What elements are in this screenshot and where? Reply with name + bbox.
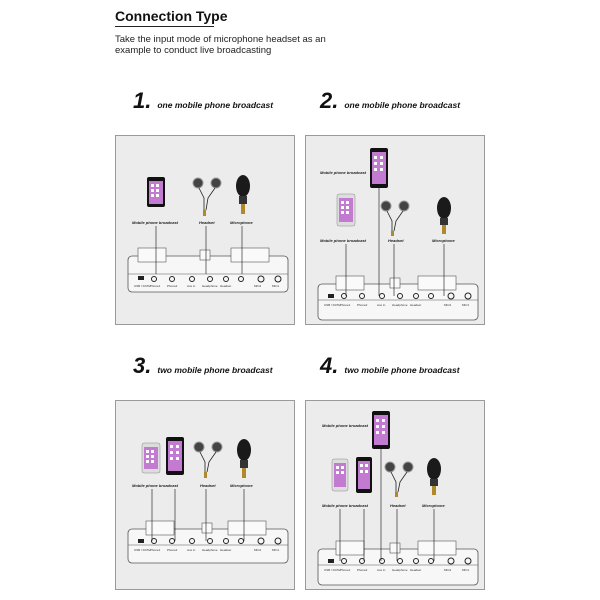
heading-4-text: two mobile phone broadcast — [344, 365, 460, 375]
port-label: Headphone — [202, 284, 218, 288]
page-title: Connection Type — [115, 8, 228, 24]
heading-3 — [133, 353, 273, 379]
microphone-icon — [236, 175, 250, 214]
port-label: Phone1 — [150, 548, 161, 552]
port-label: Headphone — [392, 303, 408, 307]
port-label: Headset — [410, 568, 422, 572]
smartphone-icon — [166, 437, 184, 475]
description: Take the input mode of microphone headset as an example to conduct live broadcasting — [115, 34, 326, 56]
microphone-icon — [427, 458, 441, 495]
panel-4 — [305, 400, 485, 590]
port-label: Phone1 — [340, 568, 351, 572]
port-label: Aux in — [377, 568, 386, 572]
port-label: MIC2 — [254, 284, 262, 288]
sound-card-icon — [128, 248, 288, 292]
label-phone-top: Mobile phone broadcast — [322, 423, 369, 428]
port-label: Headset — [410, 303, 422, 307]
heading-4 — [320, 353, 460, 379]
label-mic: Microphone — [422, 503, 445, 508]
heading-1-number: 1. — [133, 88, 152, 113]
port-label: Phone2 — [357, 303, 368, 307]
port-label: Phone2 — [357, 568, 368, 572]
panel-1 — [115, 135, 295, 325]
label-phone: Mobile phone broadcast — [132, 483, 179, 488]
label-phone: Mobile phone broadcast — [320, 238, 367, 243]
earphone-icon — [381, 201, 409, 236]
heading-1 — [133, 88, 273, 114]
panel-3 — [115, 400, 295, 590]
smartphone-icon — [356, 457, 372, 493]
sound-card-icon — [318, 541, 478, 585]
label-phone-top: Mobile phone broadcast — [320, 170, 367, 175]
port-label: MIC1 — [272, 284, 280, 288]
port-label: MIC2 — [254, 548, 262, 552]
smartphone-icon — [337, 194, 355, 226]
label-headset: Headset — [390, 503, 406, 508]
port-label: MIC1 — [462, 568, 470, 572]
heading-2-text: one mobile phone broadcast — [344, 100, 461, 110]
panel-2 — [305, 135, 485, 325]
label-phone: Mobile phone broadcast — [132, 220, 179, 225]
port-label: USB / DC5V — [134, 284, 151, 288]
port-label: Phone1 — [150, 284, 161, 288]
port-label: Headset — [220, 284, 232, 288]
earphone-icon — [193, 178, 221, 216]
label-mic: Microphone — [230, 483, 253, 488]
smartphone-icon — [370, 148, 388, 188]
port-label: USB / DC5V — [324, 568, 341, 572]
sound-card-icon — [318, 276, 478, 320]
port-label: Phone1 — [340, 303, 351, 307]
port-label: MIC2 — [444, 303, 452, 307]
microphone-icon — [437, 197, 451, 234]
port-label: USB / DC5V — [324, 303, 341, 307]
label-phone: Mobile phone broadcast — [322, 503, 369, 508]
port-label: Headphone — [202, 548, 218, 552]
port-label: Aux in — [377, 303, 386, 307]
smartphone-icon — [147, 177, 165, 207]
port-label: Phone2 — [167, 548, 178, 552]
label-headset: Headset — [388, 238, 404, 243]
label-headset: Headset — [200, 483, 216, 488]
smartphone-icon — [372, 411, 390, 449]
port-label: MIC1 — [462, 303, 470, 307]
heading-4-number: 4. — [320, 353, 339, 378]
heading-2 — [320, 88, 460, 114]
port-label: MIC1 — [272, 548, 280, 552]
port-label: Aux in — [187, 548, 196, 552]
port-label: Headset — [220, 548, 232, 552]
label-mic: Microphone — [432, 238, 455, 243]
smartphone-icon — [332, 459, 348, 491]
heading-2-number: 2. — [320, 88, 339, 113]
heading-3-text: two mobile phone broadcast — [157, 365, 273, 375]
smartphone-icon — [142, 443, 160, 473]
earphone-icon — [385, 462, 413, 497]
port-label: MIC2 — [444, 568, 452, 572]
label-mic: Microphone — [230, 220, 253, 225]
heading-3-number: 3. — [133, 353, 152, 378]
earphone-icon — [194, 442, 222, 478]
port-label: Headphone — [392, 568, 408, 572]
microphone-icon — [237, 439, 251, 478]
label-headset: Headset — [199, 220, 215, 225]
heading-1-text: one mobile phone broadcast — [157, 100, 274, 110]
title-underline — [115, 26, 214, 27]
port-label: Phone2 — [167, 284, 178, 288]
port-label: Aux in — [187, 284, 196, 288]
port-label: USB / DC5V — [134, 548, 151, 552]
